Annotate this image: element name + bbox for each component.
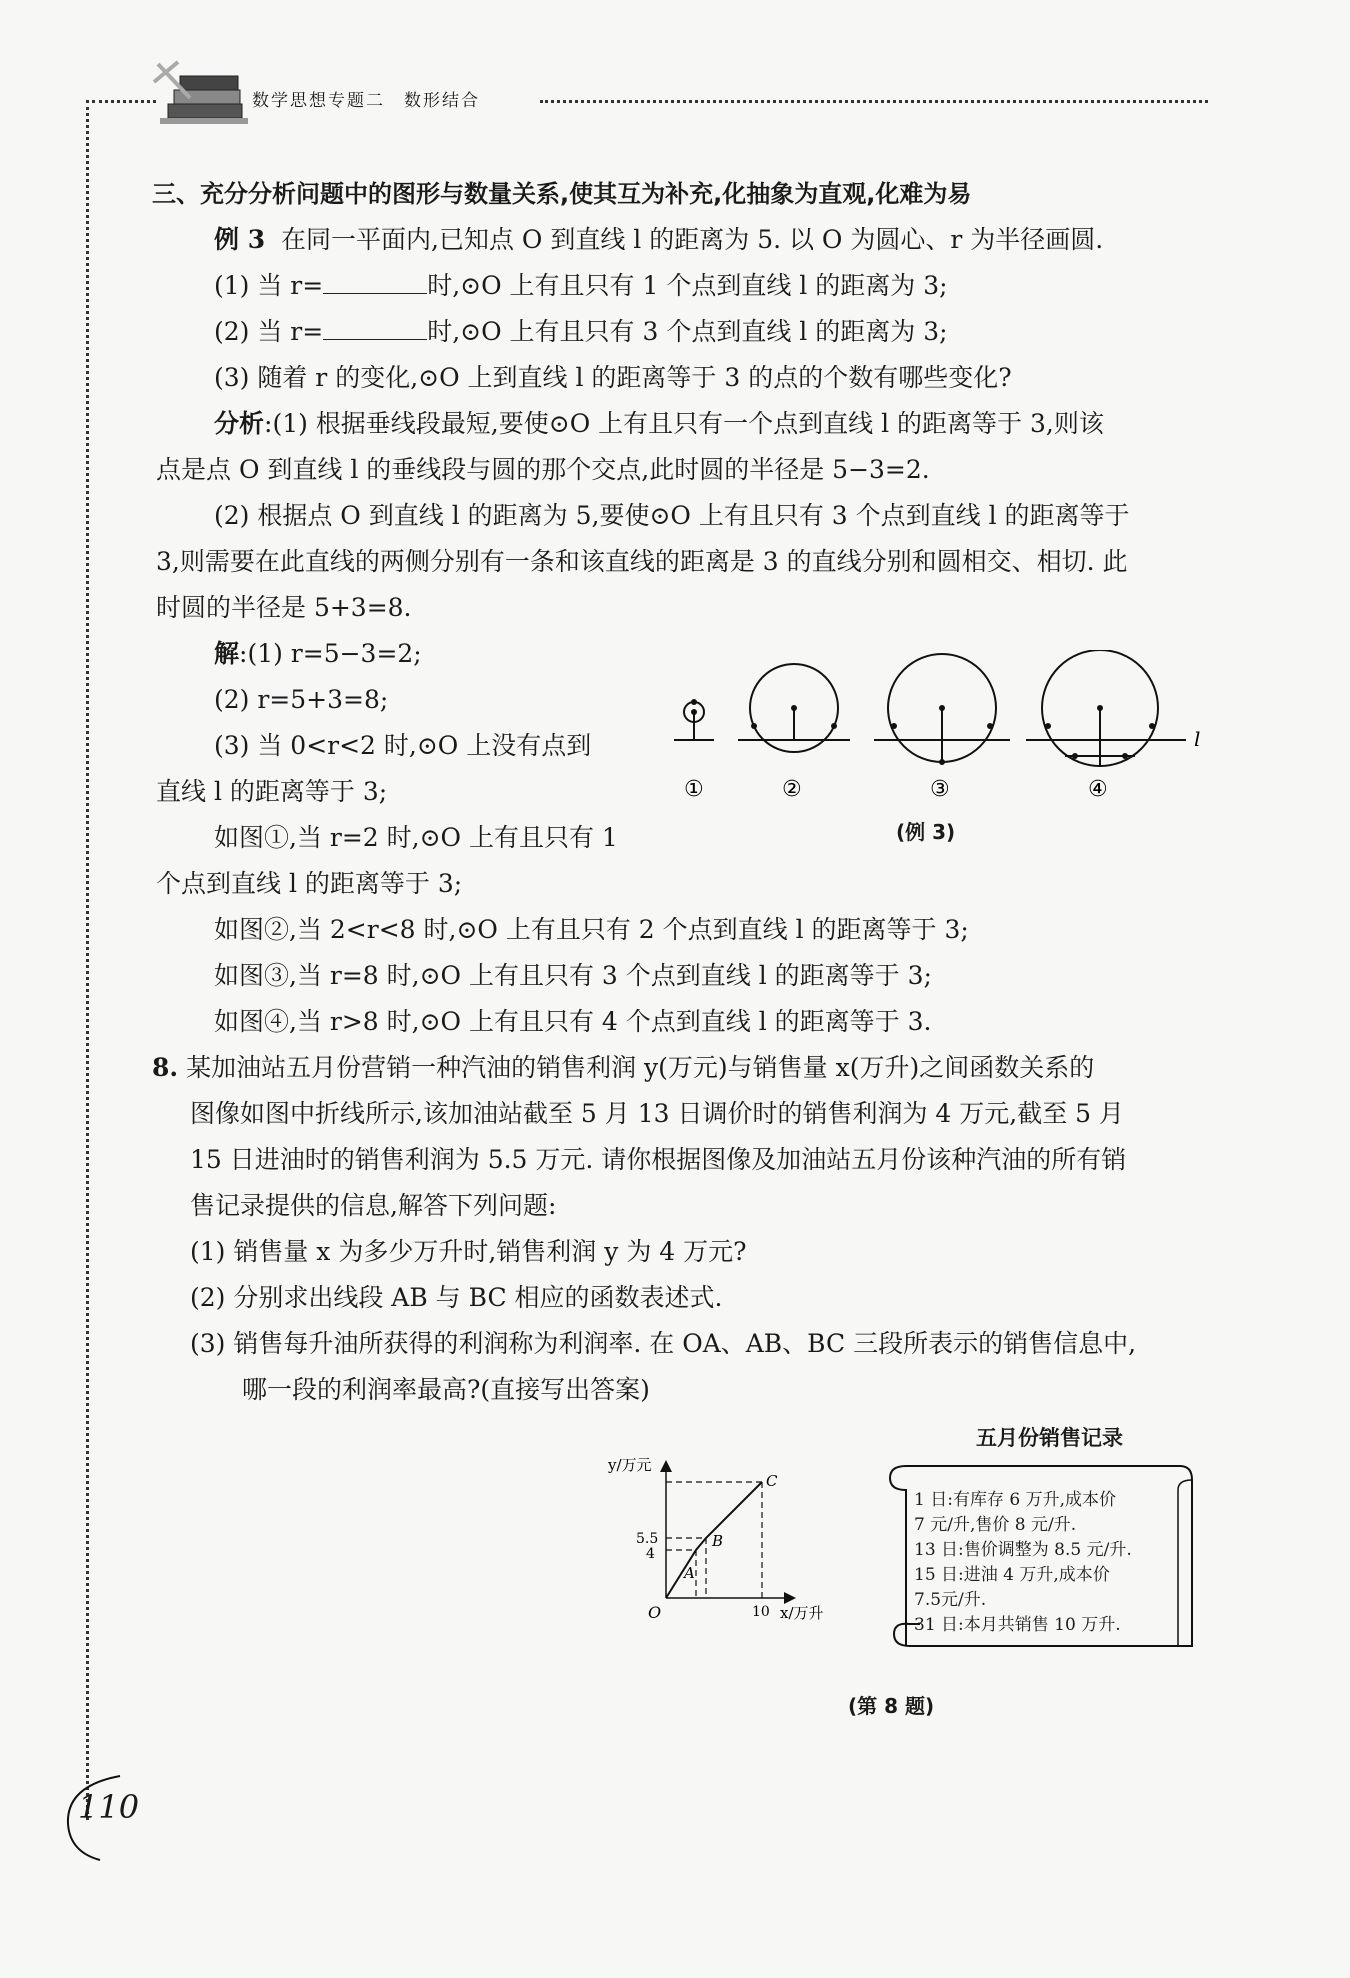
fig3-point-bottom [939, 759, 945, 765]
fig1-center [691, 709, 697, 715]
example3-stem-line [214, 222, 1103, 258]
problem8-q2: (2) 分别求出线段 AB 与 BC 相应的函数表述式. [190, 1283, 723, 1312]
fig2-point-left [751, 723, 757, 729]
example3-q1 [214, 268, 948, 304]
page-number: 110 [78, 1788, 140, 1826]
problem8-q1: (1) 销售量 x 为多少万升时,销售利润 y 为 4 万元? [190, 1237, 747, 1266]
origin-label: O [648, 1603, 662, 1622]
example3-figure [670, 650, 1210, 830]
analysis-text-1: :(1) 根据垂线段最短,要使⊙O 上有且只有一个点到直线 l 的距离等于 3,则该 [264, 409, 1104, 438]
fig4-point-4 [1122, 753, 1128, 759]
fig3-point-right [987, 723, 993, 729]
example3-stem: 在同一平面内,已知点 O 到直线 l 的距离为 5. 以 O 为圆心、r 为半径画圆. [281, 225, 1104, 254]
fig3-point-left [891, 723, 897, 729]
example3-q2 [214, 314, 948, 350]
fig4-point-3 [1072, 753, 1078, 759]
problem8-number: 8. [152, 1053, 179, 1082]
solution-line-7: 如图②,当 2<r<8 时,⊙O 上有且只有 2 个点到直线 l 的距离等于 3; [214, 915, 969, 944]
solution-line-6: 个点到直线 l 的距离等于 3; [156, 869, 463, 898]
example3-label: 例 3 [214, 225, 266, 254]
record-line-2: 7 元/升,售价 8 元/升. [914, 1515, 1077, 1535]
point-c-label: C [766, 1472, 778, 1490]
header-rule-left [92, 100, 156, 103]
fig3-center [939, 705, 945, 711]
example3-q2-prefix: (2) 当 r= [214, 317, 324, 346]
analysis-line-5: 时圆的半径是 5+3=8. [156, 593, 412, 622]
problem8-caption: (第 8 题) [848, 1694, 935, 1718]
fig1-point [691, 699, 697, 705]
x-axis-label: x/万升 [780, 1604, 824, 1622]
solution-line-2: (2) r=5+3=8; [214, 685, 389, 714]
solution-line-9: 如图④,当 r>8 时,⊙O 上有且只有 4 个点到直线 l 的距离等于 3. [214, 1007, 932, 1036]
book-stack-icon [150, 58, 260, 138]
record-title: 五月份销售记录 [976, 1426, 1123, 1450]
fig4-point-1 [1045, 723, 1051, 729]
problem8-stem-4: 售记录提供的信息,解答下列问题: [190, 1191, 557, 1220]
header-title: 数学思想专题二 数形结合 [252, 91, 480, 111]
problem8-line-1 [152, 1050, 1094, 1086]
example3-q1-suffix: 时,⊙O 上有且只有 1 个点到直线 l 的距离为 3; [427, 271, 948, 300]
problem8-stem-3: 15 日进油时的销售利润为 5.5 万元. 请你根据图像及加油站五月份该种汽油的所有销 [190, 1145, 1127, 1174]
fig-label-3: ③ [930, 777, 950, 802]
record-line-3: 13 日:售价调整为 8.5 元/升. [914, 1540, 1132, 1560]
record-line-1: 1 日:有库存 6 万升,成本价 [914, 1490, 1116, 1510]
solution-text-1: :(1) r=5−3=2; [239, 639, 422, 668]
fig4-center [1097, 705, 1103, 711]
problem8-graph [600, 1446, 860, 1636]
answer-blank-1[interactable] [323, 271, 427, 294]
analysis-line-1 [214, 406, 1104, 442]
analysis-line-4: 3,则需要在此直线的两侧分别有一条和该直线的距离是 3 的直线分别和圆相交、相切. 此 [156, 547, 1128, 576]
fig-label-2: ② [782, 777, 802, 802]
record-line-6: 31 日:本月共销售 10 万升. [914, 1615, 1121, 1635]
y-tick-4: 4 [646, 1546, 655, 1562]
solution-line-3: (3) 当 0<r<2 时,⊙O 上没有点到 [214, 731, 592, 760]
analysis-label: 分析 [214, 409, 265, 438]
line-label-l: l [1194, 727, 1201, 751]
section-heading: 三、充分分析问题中的图形与数量关系,使其互为补充,化抽象为直观,化难为易 [152, 180, 972, 208]
fig4-point-2 [1149, 723, 1155, 729]
record-line-4: 15 日:进油 4 万升,成本价 [914, 1565, 1110, 1585]
problem8-stem-1: 某加油站五月份营销一种汽油的销售利润 y(万元)与销售量 x(万升)之间函数关系的 [186, 1053, 1095, 1082]
solution-label: 解 [214, 639, 240, 668]
point-b-label: B [712, 1532, 724, 1550]
fig-label-1: ① [684, 777, 704, 802]
solution-line-1 [214, 636, 422, 672]
example3-caption: (例 3) [896, 820, 956, 844]
problem8-q3-line-1: (3) 销售每升油所获得的利润称为利润率. 在 OA、AB、BC 三段所表示的销售信息中, [190, 1329, 1137, 1358]
problem8-q3-line-2: 哪一段的利润率最高?(直接写出答案) [242, 1375, 650, 1404]
y-axis-label: y/万元 [608, 1456, 652, 1474]
fig2-center [791, 705, 797, 711]
record-line-5: 7.5元/升. [914, 1590, 987, 1610]
solution-line-5: 如图①,当 r=2 时,⊙O 上有且只有 1 [214, 823, 618, 852]
y-tick-5-5: 5.5 [636, 1531, 659, 1547]
example3-q2-suffix: 时,⊙O 上有且只有 3 个点到直线 l 的距离为 3; [427, 317, 948, 346]
problem8-stem-2: 图像如图中折线所示,该加油站截至 5 月 13 日调价时的销售利润为 4 万元,截至 5 月 [190, 1099, 1124, 1128]
solution-line-8: 如图③,当 r=8 时,⊙O 上有且只有 3 个点到直线 l 的距离等于 3; [214, 961, 932, 990]
analysis-line-3: (2) 根据点 O 到直线 l 的距离为 5,要使⊙O 上有且只有 3 个点到直线 l 的距离等于 [214, 501, 1130, 530]
fig2-point-right [831, 723, 837, 729]
example3-q3: (3) 随着 r 的变化,⊙O 上到直线 l 的距离等于 3 的点的个数有哪些变化? [214, 363, 1012, 392]
x-tick-10: 10 [752, 1604, 770, 1620]
side-rule [86, 100, 89, 1820]
record-body [914, 1488, 1132, 1638]
fig-label-4: ④ [1088, 777, 1108, 802]
point-a-label: A [684, 1564, 695, 1582]
header-rule-right [540, 100, 1208, 103]
analysis-line-2: 点是点 O 到直线 l 的垂线段与圆的那个交点,此时圆的半径是 5−3=2. [156, 455, 930, 484]
solution-line-4: 直线 l 的距离等于 3; [156, 777, 388, 806]
example3-q1-prefix: (1) 当 r= [214, 271, 324, 300]
answer-blank-2[interactable] [323, 317, 427, 340]
